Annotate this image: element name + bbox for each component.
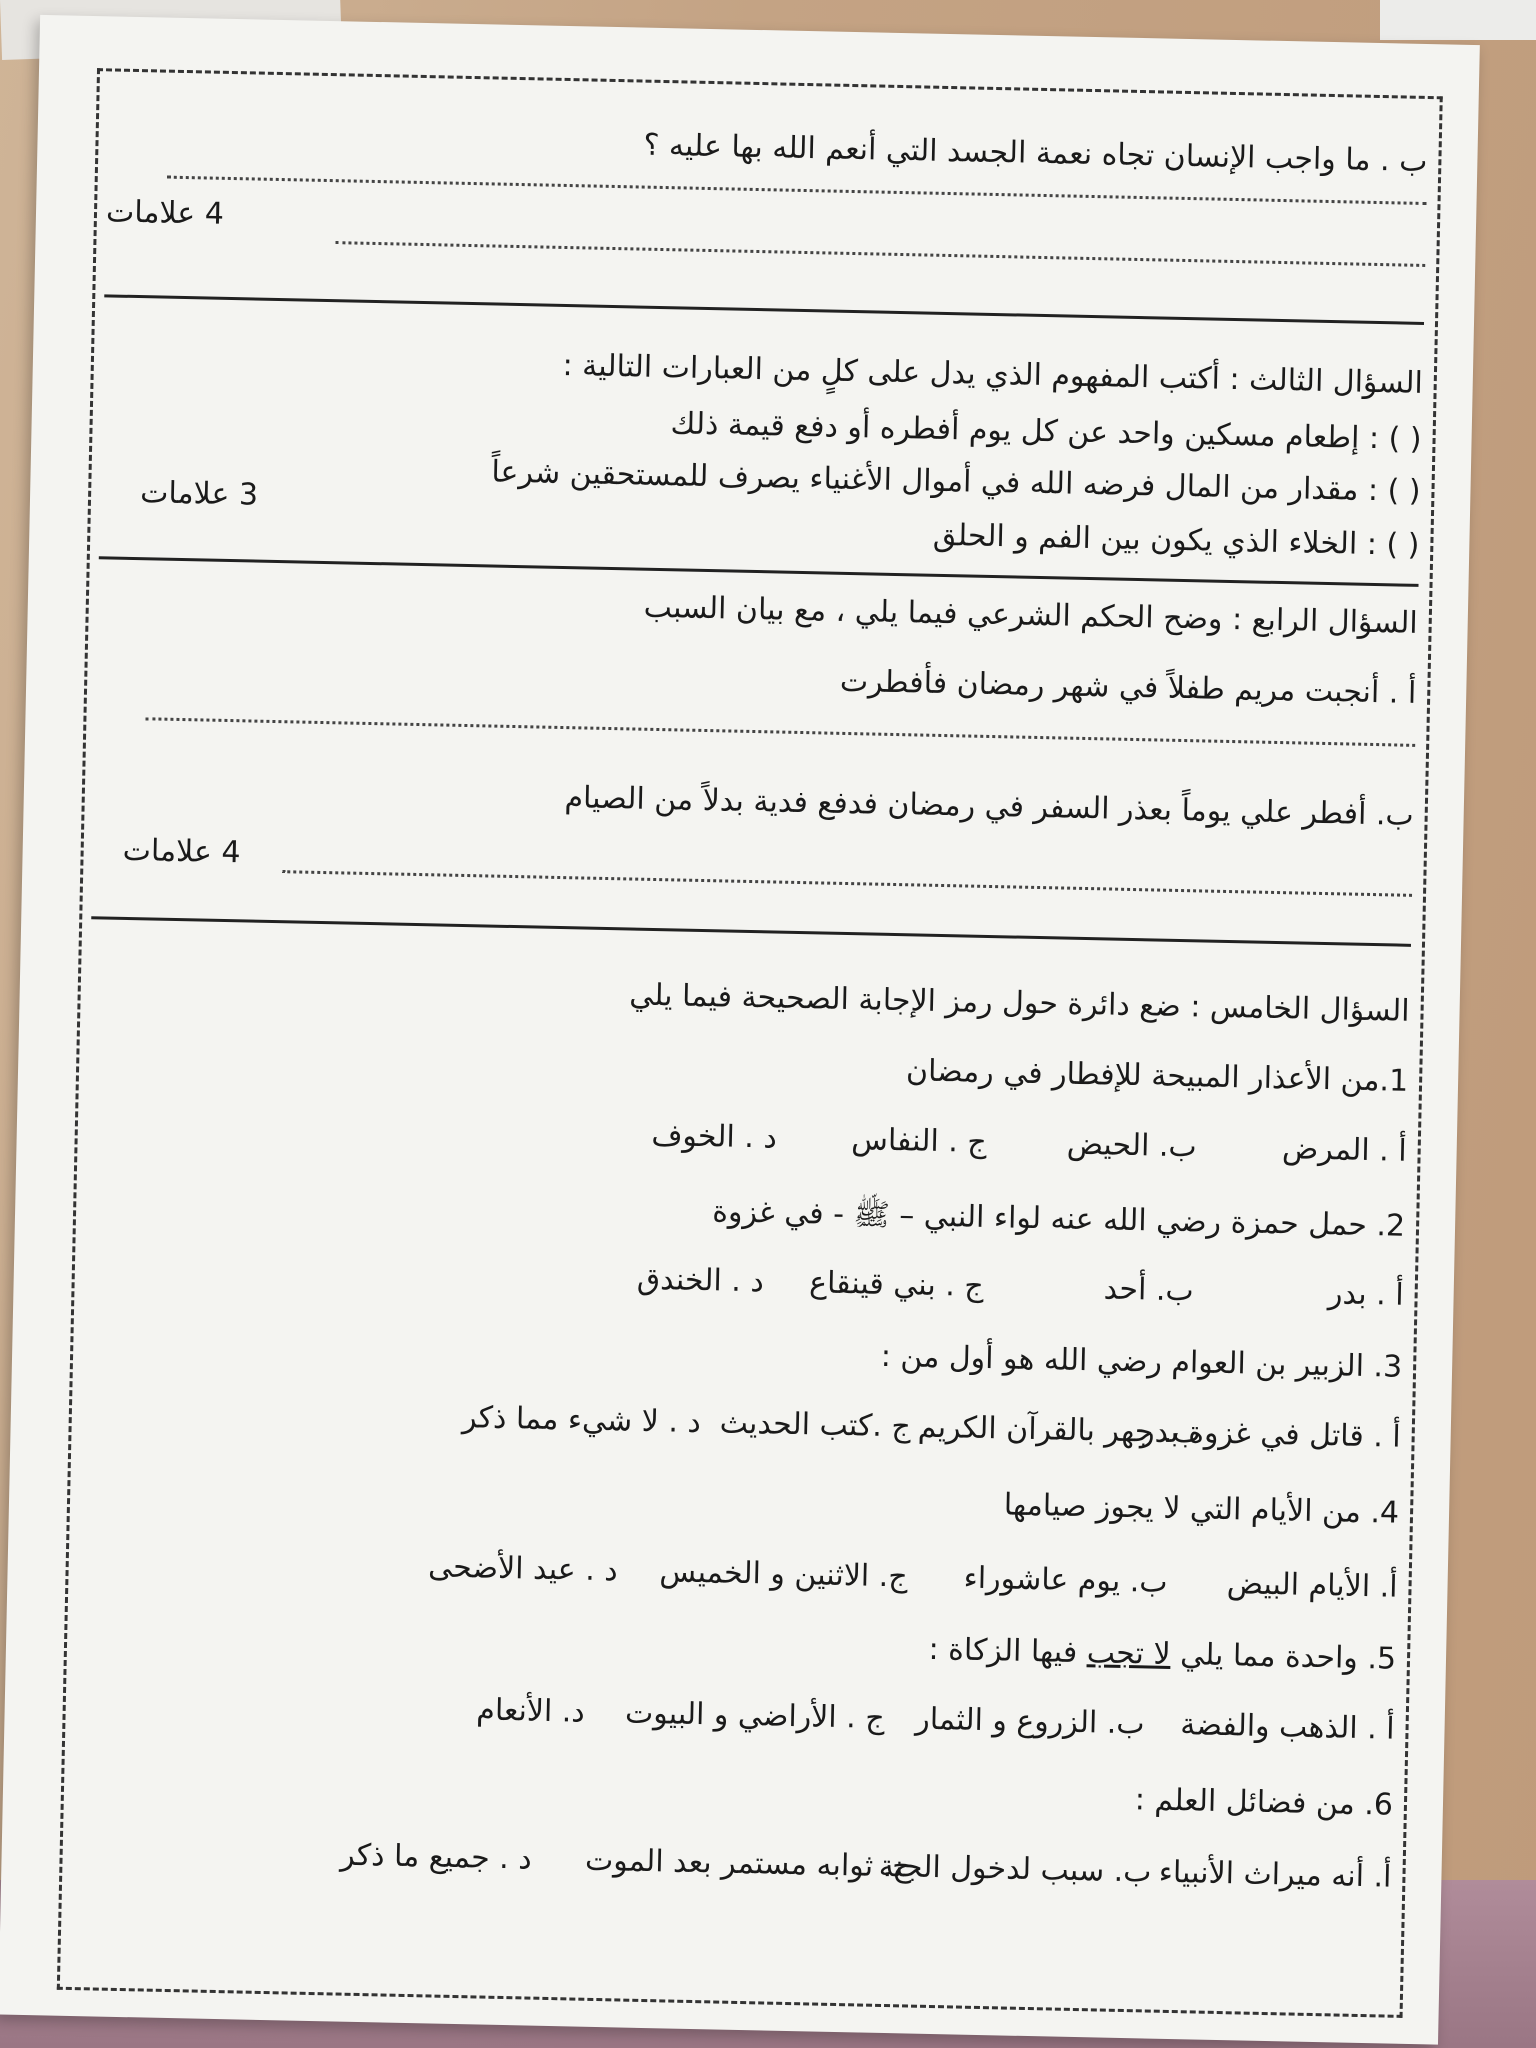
- q3-marks: 3 علامات: [139, 475, 259, 513]
- q4-b: ب. أفطر علي يوماً بعذر السفر في رمضان فدفع فدية بدلاً من الصيام: [564, 780, 1415, 833]
- option-a[interactable]: أ . الذهب والفضة: [1180, 1707, 1395, 1747]
- paper-behind-right: [1380, 0, 1536, 40]
- stem-text: فيها الزكاة :: [928, 1631, 1088, 1671]
- q5-item-2-stem: 2. حمل حمزة رضي الله عنه لواء النبي – ﷺ - في غزوة: [712, 1194, 1406, 1244]
- q5-item-4-options: [77, 1542, 1397, 1605]
- option-a[interactable]: أ . المرض: [1281, 1131, 1408, 1169]
- option-a[interactable]: أ . قاتل في غزوة بدر: [1139, 1414, 1402, 1455]
- answer-line[interactable]: [282, 870, 1412, 897]
- q5-title: السؤال الخامس : ضع دائرة حول رمز الإجابة الصحيحة فيما يلي: [628, 977, 1410, 1029]
- option-c[interactable]: ج . الأراضي و البيوت: [624, 1695, 886, 1736]
- section-divider: [99, 556, 1419, 587]
- option-c[interactable]: ج .كتب الحديث: [719, 1405, 912, 1445]
- q3-item-2[interactable]: ( ) : مقدار من المال فرضه الله في أموال الأغنياء يصرف للمستحقين شرعاً: [491, 454, 1421, 509]
- answer-line[interactable]: [145, 717, 1415, 747]
- q5-item-2-options: [84, 1250, 1404, 1313]
- q5-item-1-options: [87, 1106, 1407, 1169]
- q5-item-5-stem: [928, 1632, 1396, 1677]
- section-divider: [91, 916, 1411, 947]
- option-b[interactable]: ب. سبب لدخول الجنة: [878, 1848, 1152, 1890]
- answer-line[interactable]: [167, 176, 1427, 205]
- q5-item-4-stem: 4. من الأيام التي لا يجوز صيامها: [1003, 1487, 1400, 1531]
- option-b[interactable]: ب. أحد: [1103, 1271, 1195, 1309]
- q5-item-5-options: [74, 1684, 1394, 1747]
- option-c[interactable]: ج . النفاس: [850, 1122, 988, 1160]
- option-d[interactable]: د . الخوف: [651, 1117, 778, 1156]
- option-a[interactable]: أ. الأيام البيض: [1226, 1566, 1398, 1605]
- stem-underlined: لا تجب: [1086, 1635, 1171, 1672]
- option-b[interactable]: ب. الحيض: [1066, 1126, 1198, 1165]
- option-b[interactable]: ب. يوم عاشوراء: [963, 1560, 1168, 1600]
- q3-title: السؤال الثالث : أكتب المفهوم الذي يدل على كلٍ من العبارات التالية :: [562, 347, 1424, 401]
- option-b[interactable]: ب. الزروع و الثمار: [915, 1701, 1145, 1742]
- section-divider: [104, 294, 1424, 325]
- option-c[interactable]: ج. ثوابه مستمر بعد الموت: [584, 1842, 912, 1885]
- option-b[interactable]: ب. جهر بالقرآن الكريم: [917, 1409, 1202, 1451]
- q5-item-1-stem: 1.من الأعذار المبيحة للإفطار في رمضان: [905, 1053, 1409, 1099]
- option-c[interactable]: ج . بني قينقاع: [808, 1265, 985, 1304]
- option-d[interactable]: د . جميع ما ذكر: [339, 1837, 533, 1877]
- q4-title: السؤال الرابع : وضح الحكم الشرعي فيما يلي ، مع بيان السبب: [643, 589, 1419, 641]
- option-a[interactable]: أ . بدر: [1327, 1276, 1405, 1313]
- q5-item-6-options: [71, 1832, 1391, 1895]
- option-c[interactable]: ج. الاثنين و الخميس: [659, 1554, 909, 1595]
- q5-item-3-options: [81, 1392, 1401, 1455]
- q5-item-3-stem: 3. الزبير بن العوام رضي الله هو أول من :: [880, 1338, 1403, 1385]
- option-d[interactable]: د. الأنعام: [475, 1692, 586, 1730]
- answer-line[interactable]: [335, 241, 1425, 267]
- option-d[interactable]: د . الخندق: [636, 1261, 765, 1300]
- option-d[interactable]: د . لا شيء مما ذكر: [461, 1400, 702, 1441]
- option-d[interactable]: د . عيد الأضحى: [427, 1549, 619, 1589]
- q3-item-1[interactable]: ( ) : إطعام مسكين واحد عن كل يوم أفطره أو دفع قيمة ذلك: [670, 406, 1422, 457]
- q2b-marks: 4 علامات: [105, 194, 225, 232]
- option-a[interactable]: أ. أنه ميراث الأنبياء: [1158, 1854, 1392, 1895]
- exam-sheet: [0, 15, 1480, 2045]
- q4-marks: 4 علامات: [122, 832, 241, 871]
- exam-content: [69, 76, 1429, 2003]
- q2b-question: ب . ما واجب الإنسان تجاه نعمة الجسد التي أنعم الله بها عليه ؟: [643, 127, 1428, 180]
- q3-item-3[interactable]: ( ) : الخلاء الذي يكون بين الفم و الحلق: [932, 517, 1420, 563]
- q4-a: أ . أنجبت مريم طفلاً في شهر رمضان فأفطرت: [839, 663, 1417, 711]
- stem-text: 5. واحدة مما يلي: [1170, 1636, 1397, 1677]
- q5-item-6-stem: 6. من فضائل العلم :: [1134, 1782, 1394, 1823]
